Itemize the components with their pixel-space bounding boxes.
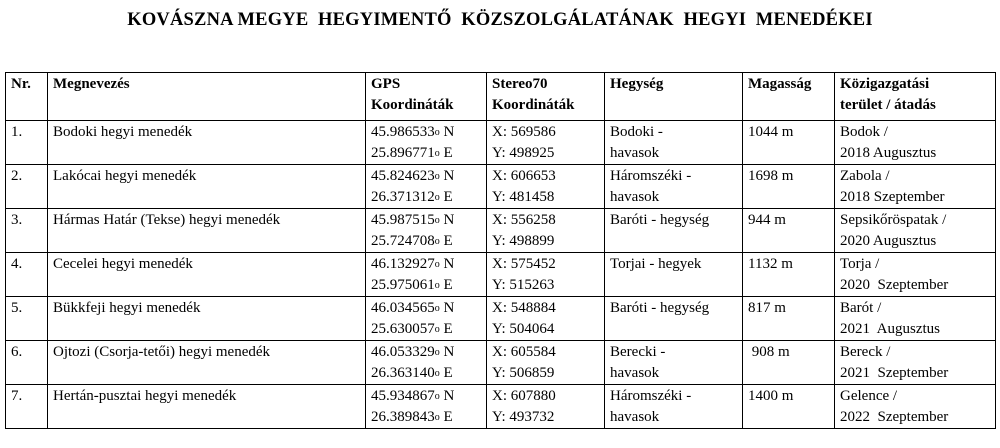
gps-lat-dir: N (439, 300, 455, 316)
cell-nr (6, 253, 48, 297)
cell-mountain (605, 121, 743, 165)
table-row (6, 121, 996, 165)
gps-lat-dir: N (439, 388, 455, 404)
cell-name (48, 297, 366, 341)
cell-stereo (487, 341, 605, 385)
header-row (6, 73, 996, 121)
cell-name (48, 165, 366, 209)
gps-lat: 46.132927 (371, 256, 435, 272)
mountain-line1: Baróti - hegység (610, 300, 710, 316)
col-header-height-label: Magasság (748, 76, 812, 92)
admin-place: Torja / (840, 256, 880, 272)
gps-lon-dir: E (439, 365, 453, 381)
cell-admin (835, 341, 996, 385)
stereo-y: Y: 515263 (492, 277, 555, 293)
col-header-gps (366, 73, 487, 121)
height-value: 817 m (748, 300, 786, 316)
gps-lat: 46.034565 (371, 300, 435, 316)
cell-mountain (605, 297, 743, 341)
cell-height (743, 341, 835, 385)
col-header-stereo (487, 73, 605, 121)
gps-lat: 46.053329 (371, 344, 435, 360)
col-header-admin (835, 73, 996, 121)
col-header-stereo-line2: Koordináták (492, 97, 575, 113)
cell-stereo (487, 253, 605, 297)
col-header-admin-line1: Közigazgatási (840, 76, 930, 92)
cell-height (743, 165, 835, 209)
cell-mountain (605, 209, 743, 253)
stereo-x: X: 607880 (492, 388, 556, 404)
degree-mark: o (434, 192, 440, 203)
gps-lon-dir: E (439, 145, 453, 161)
mountain-line1: Háromszéki - (610, 168, 692, 184)
row-number: 2. (11, 168, 23, 184)
shelter-name: Bodoki hegyi menedék (53, 124, 193, 140)
handover-date: 2020 Szeptember (840, 277, 949, 293)
cell-nr (6, 121, 48, 165)
table-row (6, 297, 996, 341)
cell-name (48, 253, 366, 297)
gps-lon-dir: E (439, 233, 453, 249)
col-header-stereo-line1: Stereo70 (492, 76, 548, 92)
shelter-name: Lakócai hegyi menedék (53, 168, 197, 184)
gps-lat-dir: N (439, 124, 455, 140)
stereo-y: Y: 498899 (492, 233, 555, 249)
gps-lon: 26.371312 (371, 189, 435, 205)
gps-lon: 25.724708 (371, 233, 435, 249)
row-number: 7. (11, 388, 23, 404)
row-number: 1. (11, 124, 23, 140)
degree-mark: o (434, 368, 440, 379)
col-header-mountain-label: Hegység (610, 76, 664, 92)
mountain-line2: havasok (610, 189, 660, 205)
cell-stereo (487, 121, 605, 165)
cell-mountain (605, 253, 743, 297)
admin-place: Bereck / (840, 344, 891, 360)
row-number: 5. (11, 300, 23, 316)
height-value: 1400 m (748, 388, 794, 404)
row-number: 4. (11, 256, 23, 272)
document-title: KOVÁSZNA MEGYE HEGYIMENTŐ KÖZSZOLGÁLATÁNAK HEGYI MENEDÉKEI (127, 10, 873, 30)
degree-mark: o (434, 127, 440, 138)
cell-gps (366, 297, 487, 341)
cell-admin (835, 121, 996, 165)
shelter-name: Cecelei hegyi menedék (53, 256, 193, 272)
cell-nr (6, 165, 48, 209)
cell-admin (835, 385, 996, 429)
shelter-name: Hertán-pusztai hegyi menedék (53, 388, 237, 404)
degree-mark: o (434, 148, 440, 159)
stereo-x: X: 575452 (492, 256, 556, 272)
handover-date: 2020 Augusztus (840, 233, 937, 249)
degree-mark: o (434, 347, 440, 358)
gps-lat: 45.986533 (371, 124, 435, 140)
shelters-table (5, 72, 996, 429)
gps-lat-dir: N (439, 168, 455, 184)
cell-gps (366, 385, 487, 429)
table-row (6, 385, 996, 429)
handover-date: 2021 Szeptember (840, 365, 949, 381)
degree-mark: o (434, 412, 440, 423)
degree-mark: o (434, 280, 440, 291)
cell-gps (366, 209, 487, 253)
cell-height (743, 121, 835, 165)
degree-mark: o (434, 303, 440, 314)
degree-mark: o (434, 324, 440, 335)
admin-place: Sepsikőröspatak / (840, 212, 947, 228)
stereo-y: Y: 493732 (492, 409, 555, 425)
mountain-line1: Bodoki - (610, 124, 663, 140)
degree-mark: o (434, 236, 440, 247)
admin-place: Bodok / (840, 124, 888, 140)
shelter-name: Hármas Határ (Tekse) hegyi menedék (53, 212, 281, 228)
cell-nr (6, 209, 48, 253)
mountain-line1: Háromszéki - (610, 388, 692, 404)
cell-stereo (487, 165, 605, 209)
cell-admin (835, 297, 996, 341)
height-value: 1132 m (748, 256, 793, 272)
height-value: 1698 m (748, 168, 794, 184)
cell-nr (6, 385, 48, 429)
admin-place: Barót / (840, 300, 882, 316)
stereo-x: X: 556258 (492, 212, 556, 228)
handover-date: 2018 Augusztus (840, 145, 937, 161)
cell-gps (366, 341, 487, 385)
admin-place: Zabola / (840, 168, 890, 184)
col-header-gps-line2: Koordináták (371, 97, 454, 113)
col-header-name (48, 73, 366, 121)
cell-admin (835, 165, 996, 209)
cell-height (743, 297, 835, 341)
cell-name (48, 385, 366, 429)
degree-mark: o (434, 215, 440, 226)
cell-height (743, 209, 835, 253)
cell-gps (366, 165, 487, 209)
cell-nr (6, 341, 48, 385)
stereo-x: X: 548884 (492, 300, 556, 316)
stereo-x: X: 605584 (492, 344, 556, 360)
cell-stereo (487, 385, 605, 429)
shelter-name: Bükkfeji hegyi menedék (53, 300, 201, 316)
col-header-mountain (605, 73, 743, 121)
cell-gps (366, 121, 487, 165)
handover-date: 2021 Augusztus (840, 321, 941, 337)
cell-admin (835, 253, 996, 297)
cell-name (48, 341, 366, 385)
table-row (6, 341, 996, 385)
stereo-y: Y: 504064 (492, 321, 555, 337)
row-number: 6. (11, 344, 23, 360)
table-row (6, 209, 996, 253)
mountain-line1: Baróti - hegység (610, 212, 710, 228)
degree-mark: o (434, 171, 440, 182)
gps-lon: 26.363140 (371, 365, 435, 381)
cell-name (48, 121, 366, 165)
col-header-admin-line2: terület / átadás (840, 97, 936, 113)
gps-lat-dir: N (439, 212, 455, 228)
col-header-nr (6, 73, 48, 121)
cell-name (48, 209, 366, 253)
gps-lon-dir: E (439, 277, 453, 293)
height-value: 1044 m (748, 124, 794, 140)
handover-date: 2018 Szeptember (840, 189, 945, 205)
cell-mountain (605, 165, 743, 209)
mountain-line1: Berecki - (610, 344, 666, 360)
row-number: 3. (11, 212, 23, 228)
cell-gps (366, 253, 487, 297)
cell-height (743, 253, 835, 297)
gps-lon-dir: E (439, 189, 453, 205)
gps-lat-dir: N (439, 256, 455, 272)
handover-date: 2022 Szeptember (840, 409, 949, 425)
table-row (6, 165, 996, 209)
gps-lon: 25.630057 (371, 321, 435, 337)
gps-lat: 45.824623 (371, 168, 435, 184)
gps-lat: 45.987515 (371, 212, 435, 228)
col-header-name-label: Megnevezés (53, 76, 130, 92)
stereo-y: Y: 506859 (492, 365, 555, 381)
height-value: 944 m (748, 212, 786, 228)
gps-lon: 25.896771 (371, 145, 435, 161)
cell-stereo (487, 297, 605, 341)
cell-mountain (605, 385, 743, 429)
gps-lon: 25.975061 (371, 277, 435, 293)
stereo-x: X: 569586 (492, 124, 556, 140)
stereo-y: Y: 481458 (492, 189, 555, 205)
mountain-line1: Torjai - hegyek (610, 256, 702, 272)
col-header-height (743, 73, 835, 121)
mountain-line2: havasok (610, 145, 660, 161)
gps-lat: 45.934867 (371, 388, 435, 404)
col-header-nr-label: Nr. (11, 76, 31, 92)
degree-mark: o (434, 259, 440, 270)
cell-admin (835, 209, 996, 253)
gps-lon: 26.389843 (371, 409, 435, 425)
gps-lon-dir: E (439, 409, 453, 425)
admin-place: Gelence / (840, 388, 898, 404)
col-header-gps-line1: GPS (371, 76, 401, 92)
stereo-x: X: 606653 (492, 168, 556, 184)
table-row (6, 253, 996, 297)
height-value: 908 m (748, 344, 790, 360)
degree-mark: o (434, 391, 440, 402)
stereo-y: Y: 498925 (492, 145, 555, 161)
mountain-line2: havasok (610, 409, 660, 425)
mountain-line2: havasok (610, 365, 660, 381)
gps-lat-dir: N (439, 344, 455, 360)
gps-lon-dir: E (439, 321, 453, 337)
cell-nr (6, 297, 48, 341)
cell-stereo (487, 209, 605, 253)
shelter-name: Ojtozi (Csorja-tetői) hegyi menedék (53, 344, 271, 360)
cell-mountain (605, 341, 743, 385)
cell-height (743, 385, 835, 429)
